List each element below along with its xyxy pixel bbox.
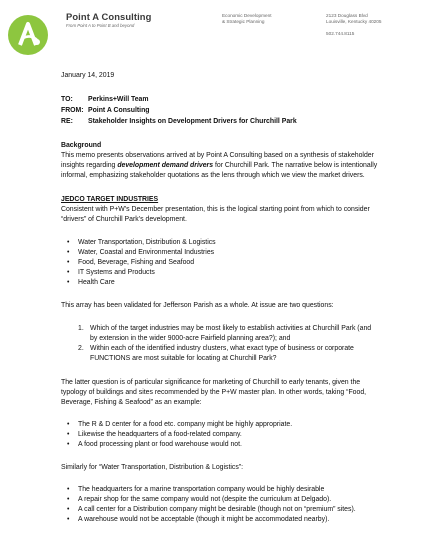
company-tagline: From Point A to Point B and beyond bbox=[66, 23, 135, 28]
question-line: FUNCTIONS are most suitable for locating at Churchill Park? bbox=[90, 355, 277, 362]
point-text: The headquarters for a marine transportation company would be highly desirable bbox=[78, 486, 325, 493]
list-item: • The R & D center for a food etc. company might be highly appropriate. bbox=[67, 421, 293, 428]
jedco-heading: JEDCO TARGET INDUSTRIES bbox=[61, 196, 159, 203]
list-item: • Food, Beverage, Fishing and Seafood bbox=[67, 259, 195, 266]
similarly-text: Similarly for “Water Transportation, Distribution & Logistics”: bbox=[61, 464, 244, 471]
jedco-line: “drivers” of Churchill Park’s development. bbox=[61, 216, 187, 223]
address-line: Louisville, Kentucky 40205 bbox=[326, 19, 382, 25]
list-item: • Health Care bbox=[67, 279, 115, 286]
address-line: 2123 Douglass Blvd bbox=[326, 13, 368, 18]
background-line: informal, emphasizing stakeholder quotations as the lens through which we view the market drivers. bbox=[61, 172, 365, 179]
background-text: insights regarding bbox=[61, 162, 118, 169]
emphasis-text: development demand drivers bbox=[117, 162, 214, 169]
list-item: • A repair shop for the same company would not (despite the curriculum at Delgado). bbox=[67, 496, 332, 503]
point-text: A warehouse would not be acceptable (though it might be accommodated nearby). bbox=[78, 516, 330, 523]
validated-text: This array has been validated for Jefferson Parish as a whole. At issue are two questions: bbox=[61, 302, 334, 309]
paragraph-line: Beverage, Fishing & Seafood” as an example: bbox=[61, 399, 202, 406]
company-name: Point A Consulting bbox=[66, 11, 152, 22]
to-value: Perkins+Will Team bbox=[88, 96, 149, 103]
point-text: A food processing plant or food warehouse would not. bbox=[78, 441, 242, 448]
paragraph-line: typology of buildings and sites recommended by the P+W master plan. In other words, taking “Food, bbox=[61, 389, 367, 396]
background-heading: Background bbox=[61, 142, 102, 149]
memo-re bbox=[61, 117, 297, 126]
list-item: • Water Transportation, Distribution & Logistics bbox=[67, 239, 216, 246]
re-label: RE: bbox=[61, 118, 73, 125]
point-a-logo-icon bbox=[7, 14, 49, 56]
question-line: by extension in the wider 9000-acre Fairfield planning area?); and bbox=[90, 335, 291, 342]
background-text: for Churchill Park. The narrative below is intentionally bbox=[213, 162, 378, 169]
jedco-line: Consistent with P+W’s December presentation, this is the logical starting point from which to consider bbox=[61, 206, 370, 213]
industry-label: Health Care bbox=[78, 279, 115, 286]
list-item: • A call center for a Distribution company might be desirable (though not on “premium” sites). bbox=[67, 506, 356, 513]
background-line bbox=[61, 161, 377, 170]
point-text: Likewise the headquarters of a food-related company. bbox=[78, 431, 242, 438]
services-block bbox=[222, 13, 272, 26]
point-text: A repair shop for the same company would not (despite the curriculum at Delgado). bbox=[78, 496, 332, 503]
to-label: TO: bbox=[61, 96, 73, 103]
question-line: Which of the target industries may be most likely to establish activities at Churchill Park (and bbox=[90, 325, 372, 332]
address-block bbox=[326, 13, 382, 37]
service-line: & Strategic Planning bbox=[222, 19, 265, 25]
industry-label: Water Transportation, Distribution & Logistics bbox=[78, 239, 216, 246]
from-value: Point A Consulting bbox=[88, 107, 150, 114]
phone-number: 502.744.8115 bbox=[326, 30, 355, 36]
list-item: • A warehouse would not be acceptable (though it might be accommodated nearby). bbox=[67, 516, 330, 523]
memo-from bbox=[61, 106, 150, 115]
question-line: Within each of the identified industry clusters, what exact type of business or corporate bbox=[90, 345, 354, 352]
from-label: FROM: bbox=[61, 107, 84, 114]
point-text: The R & D center for a food etc. company might be highly appropriate. bbox=[78, 421, 293, 428]
memo-to bbox=[61, 95, 149, 104]
industry-label: IT Systems and Products bbox=[78, 269, 155, 276]
service-line: Economic Development bbox=[222, 13, 272, 18]
list-item: • IT Systems and Products bbox=[67, 269, 155, 276]
question-number: 1. bbox=[78, 325, 84, 332]
background-line: This memo presents observations arrived at by Point A Consulting based on a synthesis of stakeholder bbox=[61, 152, 374, 159]
list-item: • Water, Coastal and Environmental Industries bbox=[67, 249, 215, 256]
list-item: • Likewise the headquarters of a food-related company. bbox=[67, 431, 242, 438]
question-number: 2. bbox=[78, 345, 84, 352]
paragraph-line: The latter question is of particular significance for marketing of Churchill to early tenants, given the bbox=[61, 379, 361, 386]
point-text: A call center for a Distribution company might be desirable (though not on “premium” sites). bbox=[78, 506, 356, 513]
industry-label: Food, Beverage, Fishing and Seafood bbox=[78, 259, 195, 266]
letterhead-brand bbox=[66, 11, 151, 28]
re-value: Stakeholder Insights on Development Drivers for Churchill Park bbox=[88, 118, 297, 125]
list-item: • A food processing plant or food warehouse would not. bbox=[67, 441, 242, 448]
memo-date: January 14, 2019 bbox=[61, 72, 115, 79]
list-item: • The headquarters for a marine transportation company would be highly desirable bbox=[67, 486, 325, 493]
industry-label: Water, Coastal and Environmental Industries bbox=[78, 249, 215, 256]
